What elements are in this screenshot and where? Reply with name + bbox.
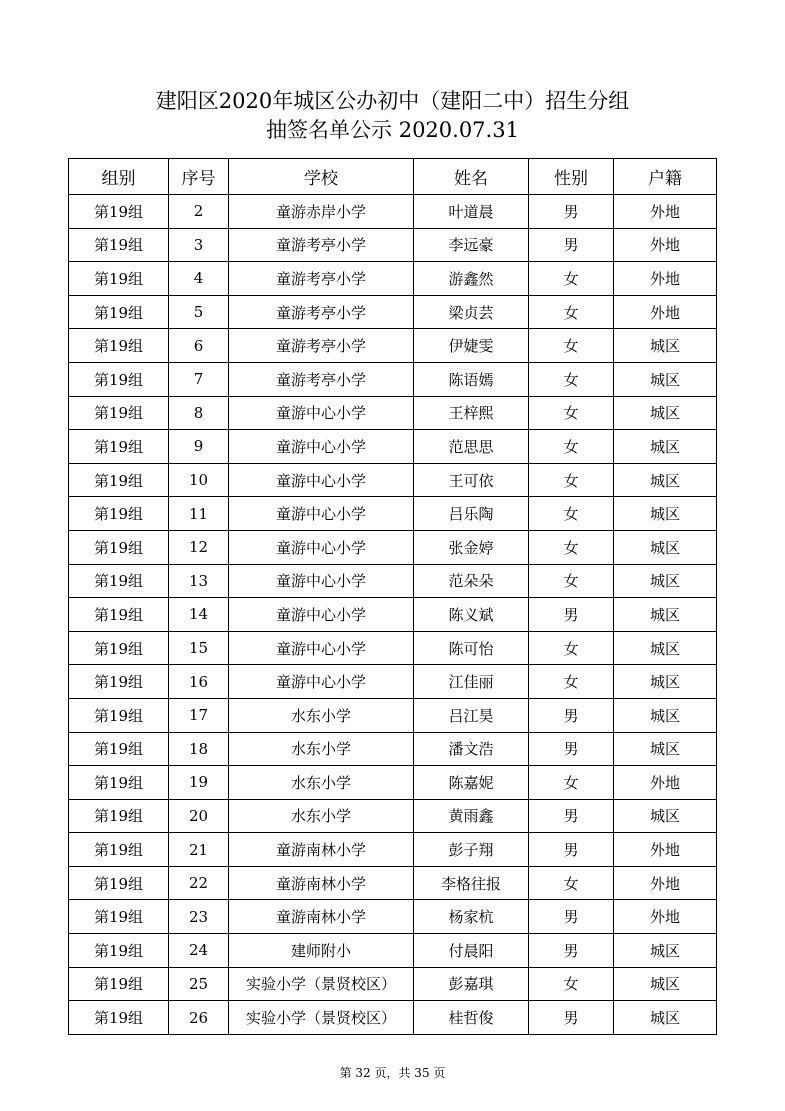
- cell-number: 4: [169, 262, 229, 296]
- table-row: [69, 799, 717, 833]
- cell-name: 陈嘉妮: [414, 766, 529, 800]
- table-row: [69, 430, 717, 464]
- column-header-number: 序号: [169, 159, 229, 195]
- cell-name: 游鑫然: [414, 262, 529, 296]
- table-row: [69, 732, 717, 766]
- cell-number: 12: [169, 530, 229, 564]
- cell-gender: 女: [529, 430, 614, 464]
- table-row: [69, 598, 717, 632]
- cell-number: 15: [169, 631, 229, 665]
- cell-name: 范朵朵: [414, 564, 529, 598]
- column-header-group: 组别: [69, 159, 169, 195]
- cell-gender: 男: [529, 1001, 614, 1035]
- cell-name: 潘文浩: [414, 732, 529, 766]
- cell-residence: 外地: [614, 262, 717, 296]
- cell-name: 吕乐陶: [414, 497, 529, 531]
- cell-name: 李远豪: [414, 228, 529, 262]
- cell-number: 16: [169, 665, 229, 699]
- cell-name: 黄雨鑫: [414, 799, 529, 833]
- table-body: [69, 195, 717, 1035]
- cell-name: 李格往报: [414, 866, 529, 900]
- cell-group: 第19组: [69, 967, 169, 1001]
- cell-name: 叶道晨: [414, 195, 529, 229]
- cell-group: 第19组: [69, 866, 169, 900]
- cell-school: 童游赤岸小学: [229, 195, 414, 229]
- cell-group: 第19组: [69, 631, 169, 665]
- cell-school: 实验小学（景贤校区）: [229, 1001, 414, 1035]
- cell-school: 实验小学（景贤校区）: [229, 967, 414, 1001]
- cell-residence: 城区: [614, 329, 717, 363]
- cell-gender: 女: [529, 967, 614, 1001]
- cell-residence: 外地: [614, 228, 717, 262]
- cell-number: 17: [169, 698, 229, 732]
- cell-residence: 城区: [614, 564, 717, 598]
- cell-residence: 城区: [614, 732, 717, 766]
- cell-gender: 男: [529, 799, 614, 833]
- cell-group: 第19组: [69, 362, 169, 396]
- table-row: [69, 665, 717, 699]
- table-row: [69, 396, 717, 430]
- cell-number: 6: [169, 329, 229, 363]
- cell-name: 王可依: [414, 463, 529, 497]
- cell-residence: 城区: [614, 967, 717, 1001]
- cell-residence: 城区: [614, 463, 717, 497]
- cell-group: 第19组: [69, 833, 169, 867]
- cell-gender: 男: [529, 598, 614, 632]
- cell-school: 建师附小: [229, 934, 414, 968]
- cell-number: 10: [169, 463, 229, 497]
- cell-school: 童游中心小学: [229, 598, 414, 632]
- cell-school: 水东小学: [229, 799, 414, 833]
- cell-residence: 城区: [614, 665, 717, 699]
- cell-gender: 女: [529, 766, 614, 800]
- cell-group: 第19组: [69, 698, 169, 732]
- table-row: [69, 967, 717, 1001]
- cell-gender: 男: [529, 900, 614, 934]
- cell-school: 童游南林小学: [229, 866, 414, 900]
- cell-number: 21: [169, 833, 229, 867]
- page-title-line2: 抽签名单公示 2020.07.31: [266, 118, 519, 142]
- cell-residence: 城区: [614, 530, 717, 564]
- cell-gender: 男: [529, 732, 614, 766]
- table-row: [69, 900, 717, 934]
- cell-school: 童游南林小学: [229, 900, 414, 934]
- cell-name: 吕江昊: [414, 698, 529, 732]
- table-header-row: [69, 159, 717, 195]
- cell-number: 9: [169, 430, 229, 464]
- cell-group: 第19组: [69, 295, 169, 329]
- cell-name: 彭子翔: [414, 833, 529, 867]
- cell-residence: 外地: [614, 833, 717, 867]
- cell-gender: 女: [529, 631, 614, 665]
- cell-group: 第19组: [69, 900, 169, 934]
- cell-gender: 男: [529, 833, 614, 867]
- cell-group: 第19组: [69, 497, 169, 531]
- table-row: [69, 833, 717, 867]
- cell-group: 第19组: [69, 329, 169, 363]
- cell-school: 童游南林小学: [229, 833, 414, 867]
- table-row: [69, 1001, 717, 1035]
- cell-residence: 外地: [614, 900, 717, 934]
- cell-group: 第19组: [69, 228, 169, 262]
- table-row: [69, 295, 717, 329]
- cell-number: 18: [169, 732, 229, 766]
- cell-number: 19: [169, 766, 229, 800]
- cell-residence: 城区: [614, 934, 717, 968]
- table-row: [69, 329, 717, 363]
- cell-group: 第19组: [69, 799, 169, 833]
- cell-number: 23: [169, 900, 229, 934]
- cell-school: 水东小学: [229, 698, 414, 732]
- column-header-gender: 性别: [529, 159, 614, 195]
- cell-school: 童游中心小学: [229, 430, 414, 464]
- enrollment-table: [68, 158, 717, 1035]
- cell-gender: 男: [529, 934, 614, 968]
- cell-name: 彭嘉琪: [414, 967, 529, 1001]
- cell-group: 第19组: [69, 598, 169, 632]
- column-header-name: 姓名: [414, 159, 529, 195]
- cell-gender: 男: [529, 698, 614, 732]
- cell-number: 7: [169, 362, 229, 396]
- cell-name: 王梓熙: [414, 396, 529, 430]
- cell-name: 梁贞芸: [414, 295, 529, 329]
- cell-gender: 男: [529, 195, 614, 229]
- cell-group: 第19组: [69, 934, 169, 968]
- table-row: [69, 195, 717, 229]
- cell-number: 8: [169, 396, 229, 430]
- cell-number: 24: [169, 934, 229, 968]
- cell-residence: 城区: [614, 799, 717, 833]
- cell-gender: 女: [529, 564, 614, 598]
- table-row: [69, 463, 717, 497]
- cell-number: 2: [169, 195, 229, 229]
- cell-group: 第19组: [69, 195, 169, 229]
- cell-residence: 城区: [614, 362, 717, 396]
- cell-number: 22: [169, 866, 229, 900]
- table-row: [69, 866, 717, 900]
- cell-residence: 外地: [614, 295, 717, 329]
- cell-gender: 女: [529, 262, 614, 296]
- cell-residence: 外地: [614, 195, 717, 229]
- column-header-residence: 户籍: [614, 159, 717, 195]
- cell-number: 3: [169, 228, 229, 262]
- table-row: [69, 631, 717, 665]
- cell-school: 童游中心小学: [229, 497, 414, 531]
- cell-residence: 城区: [614, 430, 717, 464]
- cell-school: 童游中心小学: [229, 631, 414, 665]
- cell-group: 第19组: [69, 1001, 169, 1035]
- cell-group: 第19组: [69, 463, 169, 497]
- cell-school: 童游考亭小学: [229, 262, 414, 296]
- cell-gender: 女: [529, 396, 614, 430]
- table-row: [69, 497, 717, 531]
- cell-group: 第19组: [69, 766, 169, 800]
- table-row: [69, 262, 717, 296]
- cell-group: 第19组: [69, 262, 169, 296]
- cell-school: 童游中心小学: [229, 564, 414, 598]
- table-row: [69, 766, 717, 800]
- cell-name: 陈可怡: [414, 631, 529, 665]
- cell-name: 伊婕雯: [414, 329, 529, 363]
- cell-group: 第19组: [69, 732, 169, 766]
- table-row: [69, 530, 717, 564]
- cell-residence: 城区: [614, 698, 717, 732]
- cell-school: 水东小学: [229, 732, 414, 766]
- cell-gender: 女: [529, 463, 614, 497]
- cell-gender: 女: [529, 362, 614, 396]
- cell-gender: 女: [529, 665, 614, 699]
- cell-gender: 女: [529, 329, 614, 363]
- cell-school: 童游考亭小学: [229, 362, 414, 396]
- page-title-line1: 建阳区2020年城区公办初中（建阳二中）招生分组: [155, 89, 630, 113]
- cell-group: 第19组: [69, 564, 169, 598]
- cell-school: 童游考亭小学: [229, 228, 414, 262]
- cell-residence: 城区: [614, 631, 717, 665]
- table-row: [69, 698, 717, 732]
- cell-number: 14: [169, 598, 229, 632]
- cell-residence: 城区: [614, 497, 717, 531]
- cell-residence: 外地: [614, 866, 717, 900]
- cell-number: 13: [169, 564, 229, 598]
- table-row: [69, 564, 717, 598]
- cell-number: 11: [169, 497, 229, 531]
- table-row: [69, 228, 717, 262]
- column-header-school: 学校: [229, 159, 414, 195]
- cell-name: 杨家杭: [414, 900, 529, 934]
- cell-number: 20: [169, 799, 229, 833]
- cell-name: 范思思: [414, 430, 529, 464]
- cell-group: 第19组: [69, 396, 169, 430]
- cell-residence: 城区: [614, 598, 717, 632]
- cell-name: 陈语嫣: [414, 362, 529, 396]
- cell-residence: 城区: [614, 396, 717, 430]
- cell-gender: 男: [529, 228, 614, 262]
- cell-residence: 外地: [614, 766, 717, 800]
- cell-number: 25: [169, 967, 229, 1001]
- cell-school: 童游中心小学: [229, 396, 414, 430]
- cell-group: 第19组: [69, 665, 169, 699]
- table-row: [69, 362, 717, 396]
- cell-gender: 女: [529, 497, 614, 531]
- cell-residence: 城区: [614, 1001, 717, 1035]
- cell-school: 水东小学: [229, 766, 414, 800]
- cell-school: 童游中心小学: [229, 530, 414, 564]
- cell-name: 付晨阳: [414, 934, 529, 968]
- cell-school: 童游中心小学: [229, 665, 414, 699]
- cell-group: 第19组: [69, 430, 169, 464]
- cell-name: 陈义斌: [414, 598, 529, 632]
- page-footer: 第 32 页，共 35 页: [339, 1066, 446, 1080]
- cell-gender: 女: [529, 866, 614, 900]
- cell-school: 童游考亭小学: [229, 295, 414, 329]
- cell-gender: 女: [529, 530, 614, 564]
- cell-school: 童游考亭小学: [229, 329, 414, 363]
- cell-number: 5: [169, 295, 229, 329]
- cell-group: 第19组: [69, 530, 169, 564]
- cell-number: 26: [169, 1001, 229, 1035]
- cell-name: 桂哲俊: [414, 1001, 529, 1035]
- table-row: [69, 934, 717, 968]
- cell-name: 张金婷: [414, 530, 529, 564]
- cell-school: 童游中心小学: [229, 463, 414, 497]
- cell-name: 江佳丽: [414, 665, 529, 699]
- cell-gender: 女: [529, 295, 614, 329]
